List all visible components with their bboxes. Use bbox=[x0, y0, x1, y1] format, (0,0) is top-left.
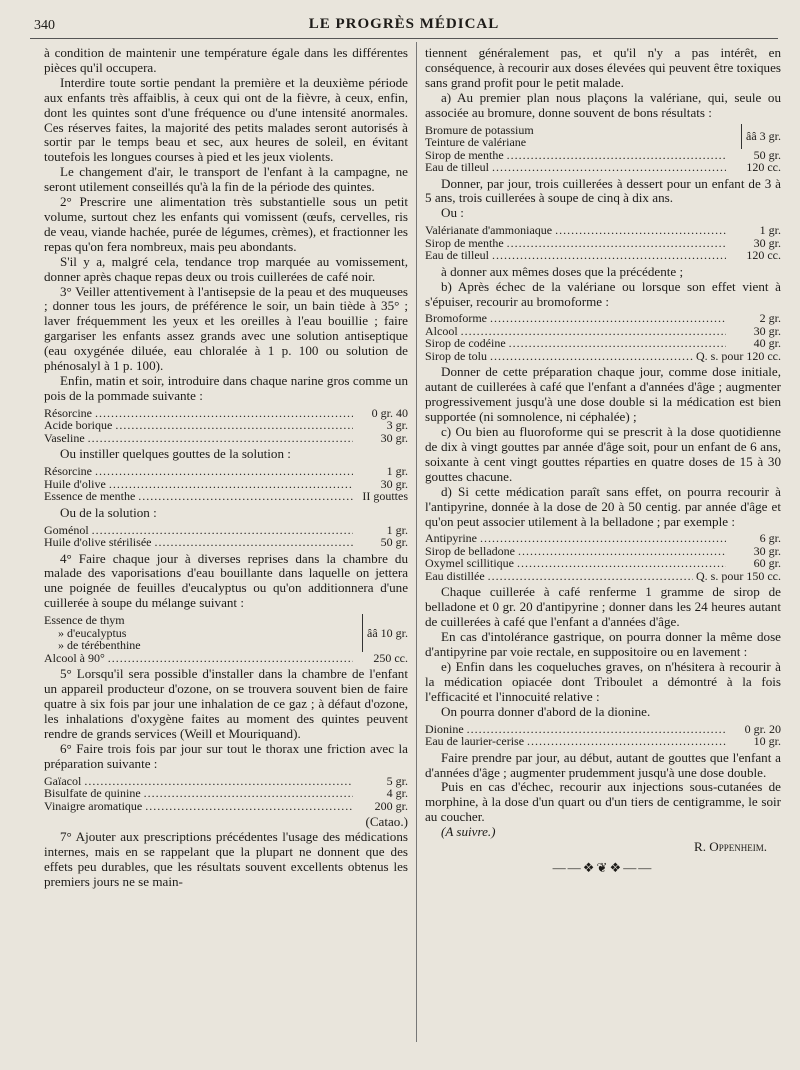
journal-title: LE PROGRÈS MÉDICAL bbox=[308, 16, 500, 32]
paragraph: 5° Lorsqu'il sera possible d'installer dans la chambre de l'enfant un appareil producteur d'ozone, on se trouvera souvent bien de faire quatre à six fois par jour une inhalation de ce gaz ; à défaut d'ozone, les inhalations d'oxygène faites au moment des quintes peuvent rendre de grands services (Weill et Mouriquand). bbox=[44, 666, 408, 741]
prescription bbox=[425, 312, 781, 362]
rx-name: Résorcine bbox=[44, 464, 92, 479]
prescription bbox=[425, 224, 781, 262]
rx-quantity: 30 gr. bbox=[380, 430, 408, 445]
rx-name: Sirop de codéine bbox=[425, 336, 506, 351]
column-divider bbox=[416, 42, 417, 1042]
rx-row bbox=[425, 350, 781, 363]
rx-name: Antipyrine bbox=[425, 531, 477, 546]
rx-name: Huile d'olive stérilisée bbox=[44, 535, 152, 550]
prescription bbox=[44, 775, 408, 813]
rx-row bbox=[44, 800, 408, 813]
rx-row bbox=[44, 787, 408, 800]
paragraph: à condition de maintenir une température égale dans les différentes pièces qu'il occupera. bbox=[44, 45, 408, 75]
rx-quantity: ââ 10 gr. bbox=[367, 625, 408, 640]
rx-name: Vaseline bbox=[44, 430, 85, 445]
rx-row bbox=[44, 536, 408, 549]
rx-name: Sirop de menthe bbox=[425, 147, 504, 162]
rx-name: Eau de tilleul bbox=[425, 248, 489, 263]
rx-name: Vinaigre aromatique bbox=[44, 798, 143, 813]
prescription bbox=[44, 407, 408, 445]
rx-quantity: 60 gr. bbox=[753, 556, 781, 571]
rx-quantity: 250 cc. bbox=[373, 650, 408, 665]
rx-quantity: 200 gr. bbox=[374, 798, 408, 813]
paragraph: e) Enfin dans les coqueluches graves, on n'hésitera à recourir à la médication opiacée dont Triboulet a démontré à la fois l'efficacité et l'innocuité relative : bbox=[425, 658, 781, 704]
paragraph: Interdire toute sortie pendant la première et la deuxième période aux enfants très affaiblis, à ceux qui ont de la fièvre, à ceux, enfin, dont les quintes sont d'une fréquence ou d'une intensité anormales. Ces réserves faites, la majorité des petits malades seront autorisés à sortir par le temps beau et sec, aux heures de soleil, en évitant toutefois les longues courses à pied et les jeux violents. bbox=[44, 74, 408, 165]
rx-row bbox=[425, 249, 781, 262]
rx-name: Goménol bbox=[44, 522, 89, 537]
paragraph: a) Au premier plan nous plaçons la valériane, qui, seule ou associée au bromure, donne souvent de bons résultats : bbox=[425, 89, 781, 120]
rx-row bbox=[425, 570, 781, 583]
rx-quantity: 40 gr. bbox=[753, 336, 781, 351]
rx-name: Eau de laurier-cerise bbox=[425, 734, 525, 749]
paragraph: Donner, par jour, trois cuillerées à dessert pour un enfant de 3 à 5 ans, trois cuillerées à soupe de cinq à dix ans. bbox=[425, 175, 781, 206]
rx-row bbox=[425, 224, 781, 237]
rx-quantity: 30 gr. bbox=[380, 476, 408, 491]
rx-name: Sirop de tolu bbox=[425, 348, 487, 363]
rx-row bbox=[425, 735, 781, 748]
rx-quantity: II gouttes bbox=[362, 489, 408, 504]
paragraph: Faire prendre par jour, au début, autant de gouttes que l'enfant a d'années d'âge ; augmenter prudemment jusqu'à une dose double. bbox=[425, 749, 781, 780]
prescription-braced bbox=[425, 124, 781, 174]
rx-quantity: 1 gr. bbox=[386, 522, 408, 537]
page-number: 340 bbox=[34, 18, 55, 33]
rx-quantity: 0 gr. 40 bbox=[371, 405, 408, 420]
prescription bbox=[44, 465, 408, 503]
rx-name: Eau distillée bbox=[425, 568, 485, 583]
paragraph: d) Si cette médication paraît sans effet, on pourra recourir à l'antipyrine, donnée à la dose de 20 à 50 centig. par année d'âge et qu'on peut associer utilement à la belladone ; par exemple : bbox=[425, 483, 781, 529]
rx-name: Dionine bbox=[425, 721, 464, 736]
rx-name: Huile d'olive bbox=[44, 476, 106, 491]
rx-name: Gaïacol bbox=[44, 773, 82, 788]
paragraph: En cas d'intolérance gastrique, on pourra donner la même dose d'antipyrine par voie rectale, en suppositoire ou en lavement : bbox=[425, 629, 781, 660]
paragraph: Puis en cas d'échec, recourir aux injections sous-cutanées de morphine, à la dose d'un quart ou d'un tiers de centigramme, le soir au coucher. bbox=[425, 779, 781, 825]
rx-row bbox=[44, 419, 408, 432]
rx-quantity: 50 gr. bbox=[753, 147, 781, 162]
rx-row bbox=[44, 465, 408, 478]
rx-line: » de térébenthine bbox=[58, 638, 141, 653]
rx-quantity: 4 gr. bbox=[386, 786, 408, 801]
rx-row bbox=[425, 161, 781, 174]
rx-row bbox=[44, 432, 408, 445]
rx-name: Valérianate d'ammoniaque bbox=[425, 223, 553, 238]
rx-quantity: 1 gr. bbox=[386, 464, 408, 479]
paragraph: tiennent généralement pas, et qu'il n'y a pas intérêt, en conséquence, à recourir aux doses élevées qui peuvent être toxiques sans grand profit pour le petit malade. bbox=[425, 45, 781, 90]
rx-line: Bromure de potassium bbox=[425, 122, 534, 137]
paragraph: 3° Veiller attentivement à l'antisepsie de la peau et des muqueuses ; donner tous les jours, de préférence le soir, un bain tiède à 35° ; laver fréquemment les yeux et les oreilles à l'eau bouillie ; faire gargariser les enfants assez grands avec une solution antiseptique (eau oxygénée diluée, eau chloralée à 1 p. 100 ou solution de phénosalyl à 1 p. 100). bbox=[44, 283, 408, 374]
right-column bbox=[425, 46, 781, 876]
rx-line: » d'eucalyptus bbox=[58, 625, 127, 640]
rx-line: Teinture de valériane bbox=[425, 135, 527, 150]
rx-quantity: 6 gr. bbox=[759, 531, 781, 546]
paragraph: Le changement d'air, le transport de l'enfant à la campagne, ne seront utilement conseillés qu'à la fin de la période des quintes. bbox=[44, 164, 408, 195]
paragraph: Ou de la solution : bbox=[60, 504, 157, 520]
ornament: ——❖❦❖—— bbox=[552, 859, 654, 875]
paragraph: c) Ou bien au fluoroforme qui se prescrit à la dose quotidienne de dix à vingt gouttes par année d'âge soit, pour un enfant de 6 ans, soixante à cent vingt gouttes réparties en quatre doses de 15 à 30 gouttes chacune. bbox=[425, 424, 781, 484]
author-signature: R. Oppenheim. bbox=[693, 839, 767, 855]
paragraph: On pourra donner d'abord de la dionine. bbox=[441, 703, 651, 719]
rx-quantity: Q. s. pour 150 cc. bbox=[696, 568, 781, 583]
paragraph: S'il y a, malgré cela, tendance trop marquée au vomissement, donner après chaque repas deux ou trois cuillerées de café noir. bbox=[44, 253, 408, 284]
rx-quantity: 10 gr. bbox=[753, 734, 781, 749]
rx-line: Essence de thym bbox=[44, 613, 125, 628]
rx-quantity: 30 gr. bbox=[753, 235, 781, 250]
citation: (Catao.) bbox=[365, 814, 408, 830]
rx-row bbox=[44, 490, 408, 503]
paragraph: Ou : bbox=[441, 205, 464, 221]
prescription-braced bbox=[44, 614, 408, 664]
rx-name: Bisulfate de quinine bbox=[44, 786, 141, 801]
rx-name: Sirop de menthe bbox=[425, 235, 504, 250]
rx-name: Oxymel scillitique bbox=[425, 556, 514, 571]
paragraph: Ou instiller quelques gouttes de la solution : bbox=[60, 446, 291, 462]
paragraph: Donner de cette préparation chaque jour, comme dose initiale, autant de cuillerées à café que l'enfant a d'années d'âge ; augmenter progressivement jusqu'à une dose double si la médication est bien supportée (ni somnolence, ni céphalée) ; bbox=[425, 364, 781, 425]
paragraph: 4° Faire chaque jour à diverses reprises dans la chambre du malade des vaporisations d'eau bouillante dans laquelle on jettera une poignée de feuilles d'eucalyptus ou qu'on additionnera d'une cuillerée à soupe du mélange suivant : bbox=[44, 550, 408, 611]
rx-quantity: 5 gr. bbox=[386, 773, 408, 788]
rx-quantity: 0 gr. 20 bbox=[744, 721, 781, 736]
left-column bbox=[44, 46, 408, 890]
rx-quantity: 30 gr. bbox=[753, 543, 781, 558]
page-header bbox=[30, 14, 778, 39]
rx-quantity: 3 gr. bbox=[386, 418, 408, 433]
paragraph: 7° Ajouter aux prescriptions précédentes l'usage des médications internes, mais en se rappelant que la plupart ne donnent que des effets peu durables, que les résultats souvent excellents obtenus les premiers jours ne se main- bbox=[44, 828, 408, 889]
rx-name: Sirop de belladone bbox=[425, 543, 515, 558]
rx-name: Bromoforme bbox=[425, 311, 487, 326]
rx-name: Alcool bbox=[425, 323, 458, 338]
paragraph: à donner aux mêmes doses que la précédente ; bbox=[441, 263, 684, 279]
rx-quantity: 50 gr. bbox=[380, 535, 408, 550]
rx-name: Eau de tilleul bbox=[425, 160, 489, 175]
rx-quantity: 120 cc. bbox=[746, 248, 781, 263]
rx-name: Alcool à 90° bbox=[44, 650, 105, 665]
prescription bbox=[44, 524, 408, 549]
paragraph: b) Après échec de la valériane ou lorsque son effet vient à s'épuiser, recourir au bromoforme : bbox=[425, 278, 781, 309]
rx-quantity: 30 gr. bbox=[753, 323, 781, 338]
rx-quantity: 1 gr. bbox=[759, 223, 781, 238]
rx-quantity: ââ 3 gr. bbox=[746, 128, 781, 143]
to-be-continued: (A suivre.) bbox=[441, 824, 496, 840]
rx-name: Acide borique bbox=[44, 418, 113, 433]
rx-quantity: 2 gr. bbox=[759, 311, 781, 326]
rx-name: Essence de menthe bbox=[44, 489, 136, 504]
rx-quantity: Q. s. pour 120 cc. bbox=[696, 348, 781, 363]
rx-quantity: 120 cc. bbox=[746, 160, 781, 175]
rx-name: Résorcine bbox=[44, 405, 92, 420]
paragraph: Enfin, matin et soir, introduire dans chaque narine gros comme un pois de la pommade suivante : bbox=[44, 372, 408, 403]
prescription bbox=[425, 723, 781, 748]
rx-row bbox=[425, 312, 781, 325]
paragraph: 2° Prescrire une alimentation très substantielle sous un petit volume, surtout chez les enfants qui vomissent (œufs, cervelles, ris de veau, viande hachée, purée de légumes, crèmes), et fractionner les repas qu'on fera nombreux, mais peu abondants. bbox=[44, 194, 408, 254]
prescription bbox=[425, 532, 781, 582]
paragraph: 6° Faire trois fois par jour sur tout le thorax une friction avec la préparation suivante : bbox=[44, 740, 408, 771]
paragraph: Chaque cuillerée à café renferme 1 gramme de sirop de belladone et 0 gr. 20 d'antipyrine ; donner dans les 24 heures autant de cuillerées à café que l'enfant a d'années d'âge. bbox=[425, 584, 781, 630]
